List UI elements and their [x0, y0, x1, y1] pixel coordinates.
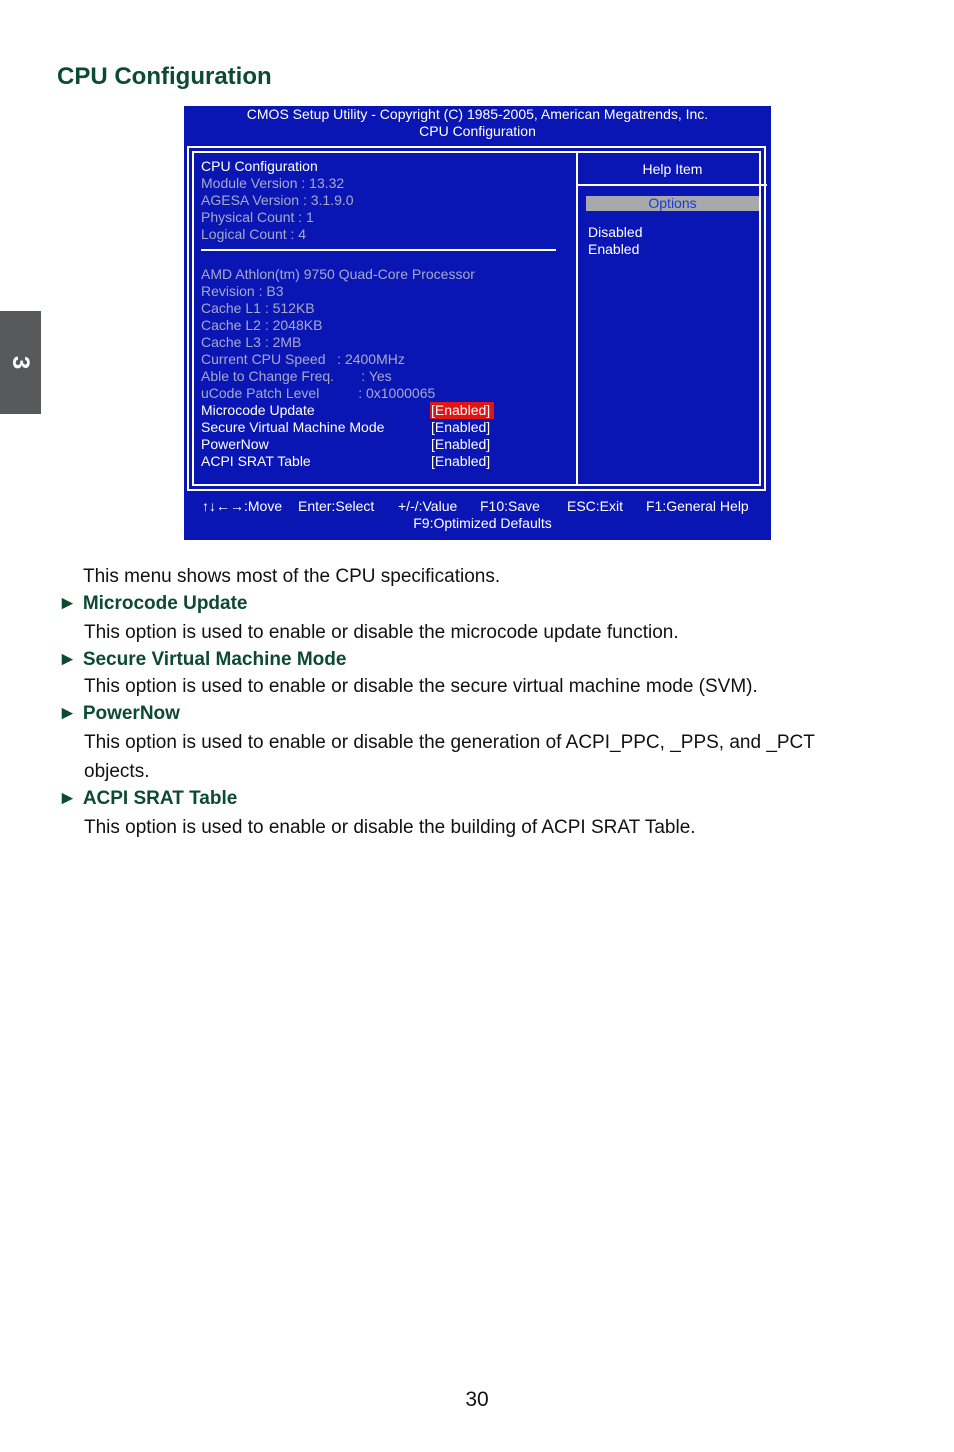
help-item-title: Help Item: [642, 161, 703, 177]
setting-secure-virtual-machine-mode[interactable]: [201, 419, 571, 436]
page-title: CPU Configuration: [57, 63, 272, 90]
info-ucode-patch: uCode Patch Level : 0x1000065: [201, 385, 436, 401]
bullet-arrow-icon: ►: [58, 703, 77, 724]
setting-acpi-srat-table[interactable]: [201, 453, 571, 470]
setting-label: Microcode Update: [201, 402, 315, 418]
key-move: ↑↓←→:Move: [202, 498, 283, 514]
setting-powernow[interactable]: [201, 436, 571, 453]
info-cache-l2: Cache L2 : 2048KB: [201, 317, 323, 333]
setting-value[interactable]: [Enabled]: [431, 436, 491, 452]
chapter-tab: [0, 311, 41, 414]
key-general-help: F1:General Help: [646, 498, 749, 514]
option-enabled[interactable]: Enabled: [588, 241, 640, 257]
bios-outer-frame: [187, 146, 766, 491]
setting-label: PowerNow: [201, 436, 269, 452]
section-heading-microcode-update: ► Microcode Update: [58, 593, 248, 614]
page-number: 30: [465, 1388, 489, 1411]
setting-value[interactable]: [Enabled]: [431, 419, 491, 435]
help-separator: [578, 184, 767, 186]
section-heading-acpi-srat-table: ► ACPI SRAT Table: [58, 788, 238, 809]
setting-label: Secure Virtual Machine Mode: [201, 419, 385, 435]
bios-panel-divider: [576, 153, 578, 484]
key-exit: ESC:Exit: [567, 498, 624, 514]
bullet-arrow-icon: ►: [58, 788, 77, 809]
key-optimized-defaults: F9:Optimized Defaults: [413, 515, 552, 531]
section-text-microcode-update: This option is used to enable or disable the microcode update function.: [84, 622, 679, 643]
options-header: Options: [586, 196, 759, 211]
bios-inner-frame: [192, 151, 761, 486]
section-text-powernow-line1: This option is used to enable or disable the generation of ACPI_PPC, _PPS, and _PCT: [84, 732, 815, 753]
section-heading-powernow: ► PowerNow: [58, 703, 180, 724]
bios-settings-panel: [201, 158, 571, 470]
info-change-freq: Able to Change Freq. : Yes: [201, 368, 392, 384]
bullet-arrow-icon: ►: [58, 649, 77, 670]
bios-header-screen-title: CPU Configuration: [419, 123, 536, 139]
bios-screenshot: [184, 106, 771, 540]
bios-separator: [201, 249, 556, 251]
section-heading-secure-virtual-machine-mode: ► Secure Virtual Machine Mode: [58, 649, 347, 670]
bios-section-title: CPU Configuration: [201, 158, 318, 174]
info-cache-l3: Cache L3 : 2MB: [201, 334, 302, 350]
setting-microcode-update[interactable]: [201, 402, 571, 419]
setting-label: ACPI SRAT Table: [201, 453, 311, 469]
key-value: +/-/:Value: [398, 498, 458, 514]
section-text-acpi-srat-table: This option is used to enable or disable the building of ACPI SRAT Table.: [84, 817, 696, 838]
section-text-secure-virtual-machine-mode: This option is used to enable or disable the secure virtual machine mode (SVM).: [84, 676, 758, 697]
info-module-version: Module Version : 13.32: [201, 175, 345, 191]
info-processor-name: AMD Athlon(tm) 9750 Quad-Core Processor: [201, 266, 475, 282]
intro-text: This menu shows most of the CPU specifications.: [83, 566, 501, 587]
info-revision: Revision : B3: [201, 283, 284, 299]
setting-value[interactable]: [Enabled]: [431, 453, 491, 469]
key-save: F10:Save: [480, 498, 540, 514]
info-cpu-speed: Current CPU Speed : 2400MHz: [201, 351, 405, 367]
setting-value-selected[interactable]: [Enabled]: [430, 402, 494, 419]
key-select: Enter:Select: [298, 498, 375, 514]
info-cache-l1: Cache L1 : 512KB: [201, 300, 315, 316]
info-agesa-version: AGESA Version : 3.1.9.0: [201, 192, 354, 208]
bios-header-copyright: CMOS Setup Utility - Copyright (C) 1985-2005, American Megatrends, Inc.: [246, 106, 709, 122]
bullet-arrow-icon: ►: [58, 593, 77, 614]
section-text-powernow-line2: objects.: [84, 761, 150, 782]
bios-header: [184, 106, 771, 140]
option-disabled[interactable]: Disabled: [588, 224, 643, 240]
info-logical-count: Logical Count : 4: [201, 226, 307, 242]
chapter-number: 3: [7, 355, 35, 370]
info-physical-count: Physical Count : 1: [201, 209, 314, 225]
bios-key-legend: [184, 498, 771, 532]
